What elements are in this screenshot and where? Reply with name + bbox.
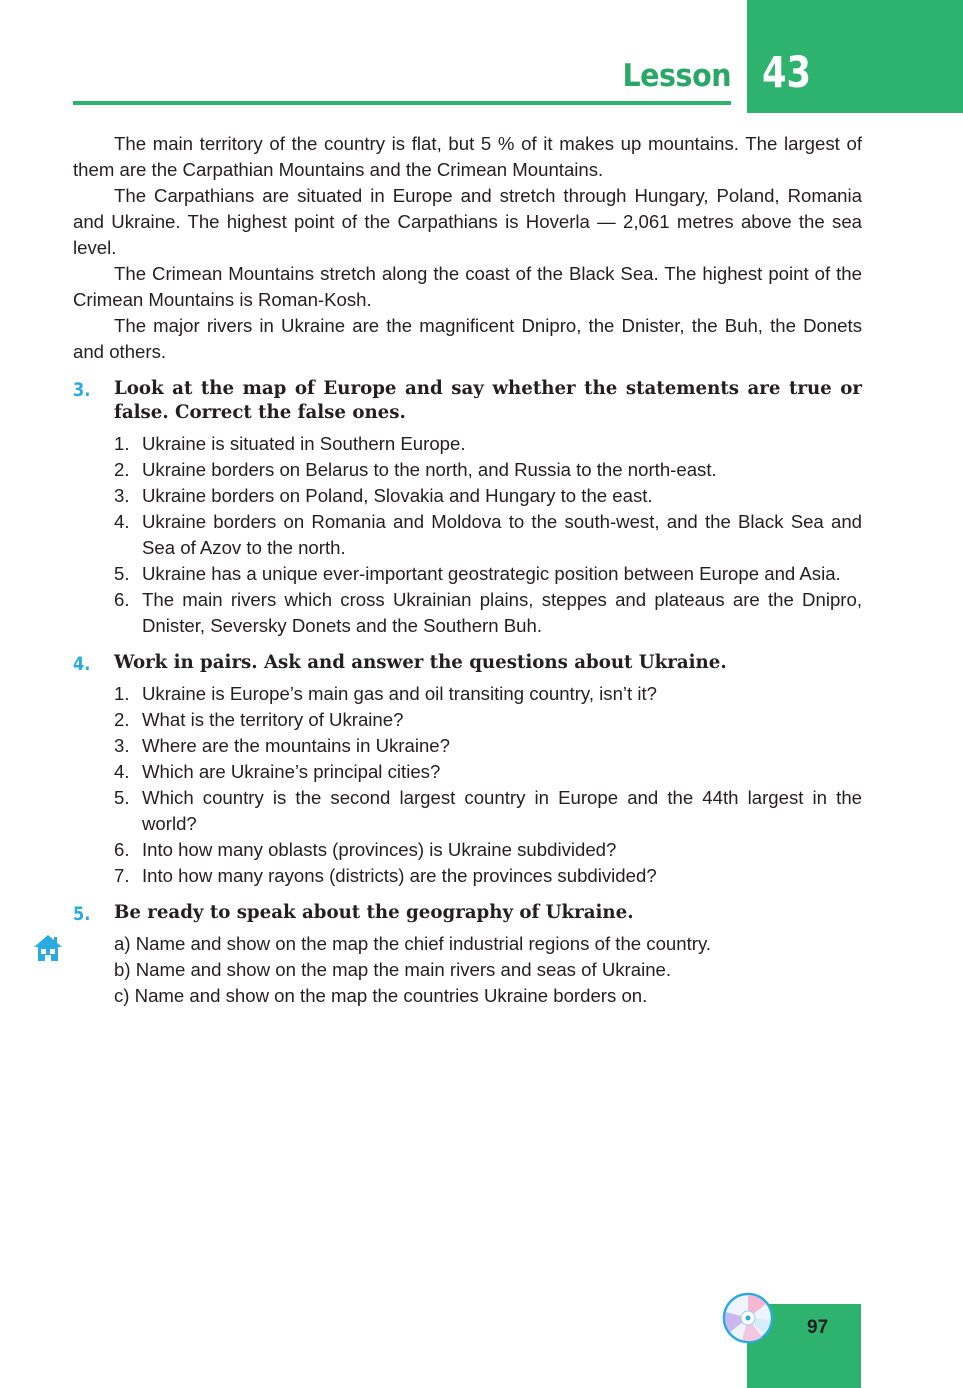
paragraph: The main territory of the country is flat, but 5 % of it makes up mountains. The largest of them are the Carpathian Mountains and the Crimean Mountains. — [73, 133, 862, 180]
list-item: 4. Ukraine borders on Romania and Moldova to the south-west, and the Black Sea and Sea of Azov to the north. — [114, 511, 862, 558]
task-title: Look at the map of Europe and say whether the statements are true or false. Correct the false ones. — [114, 378, 862, 423]
task-4 — [73, 651, 862, 889]
paragraph: The Crimean Mountains stretch along the coast of the Black Sea. The highest point of the Crimean Mountains is Roman-Kosh. — [73, 263, 862, 310]
paragraph: The major rivers in Ukraine are the magnificent Dnipro, the Dnister, the Buh, the Donets and others. — [73, 315, 862, 362]
lesson-number: 43 — [762, 48, 812, 98]
lesson-label: Lesson — [622, 58, 731, 94]
question-list — [114, 681, 862, 889]
list-item: 3. Ukraine borders on Poland, Slovakia and Hungary to the east. — [114, 485, 653, 506]
task-number: 5. — [73, 903, 91, 925]
list-item: 2. Ukraine borders on Belarus to the north, and Russia to the north-east. — [114, 459, 717, 480]
list-item: 5. Ukraine has a unique ever-important geostrategic position between Europe and Asia. — [114, 563, 841, 584]
list-item: 5. Which country is the second largest country in Europe and the 44th largest in the world? — [114, 787, 862, 834]
list-item: 2. What is the territory of Ukraine? — [114, 709, 404, 730]
task-number: 3. — [73, 379, 91, 401]
list-item: 7. Into how many rayons (districts) are the provinces subdivided? — [114, 865, 657, 886]
task-title: Work in pairs. Ask and answer the questions about Ukraine. — [114, 652, 727, 673]
cd-icon — [722, 1292, 774, 1344]
task-5 — [73, 901, 862, 1009]
lesson-number-box — [747, 0, 963, 113]
page-number: 97 — [807, 1317, 829, 1338]
list-item: 4. Which are Ukraine’s principal cities? — [114, 761, 441, 782]
list-item: c) Name and show on the map the countries Ukraine borders on. — [114, 985, 648, 1006]
list-item: 1. Ukraine is Europe’s main gas and oil transiting country, isn’t it? — [114, 683, 658, 704]
list-item: b) Name and show on the map the main rivers and seas of Ukraine. — [114, 959, 672, 980]
list-item: 6. The main rivers which cross Ukrainian plains, steppes and plateaus are the Dnipro, Dnister, Seversky Donets and the Southern Buh. — [114, 589, 862, 636]
list-item: a) Name and show on the map the chief industrial regions of the country. — [114, 933, 712, 954]
home-icon — [32, 933, 64, 963]
header-rule — [73, 101, 731, 105]
task-number: 4. — [73, 653, 91, 675]
list-item: 1. Ukraine is situated in Southern Europe. — [114, 433, 466, 454]
task-3 — [73, 377, 862, 639]
homework-list — [73, 931, 862, 1009]
task-title: Be ready to speak about the geography of Ukraine. — [114, 902, 634, 923]
list-item: 3. Where are the mountains in Ukraine? — [114, 735, 450, 756]
statement-list — [114, 431, 862, 639]
page-content — [73, 131, 862, 1009]
list-item: 6. Into how many oblasts (provinces) is Ukraine subdivided? — [114, 839, 617, 860]
paragraph: The Carpathians are situated in Europe and stretch through Hungary, Poland, Romania and Ukraine. The highest point of the Carpathians is Hoverla — 2,061 metres above the sea level. — [73, 185, 862, 258]
